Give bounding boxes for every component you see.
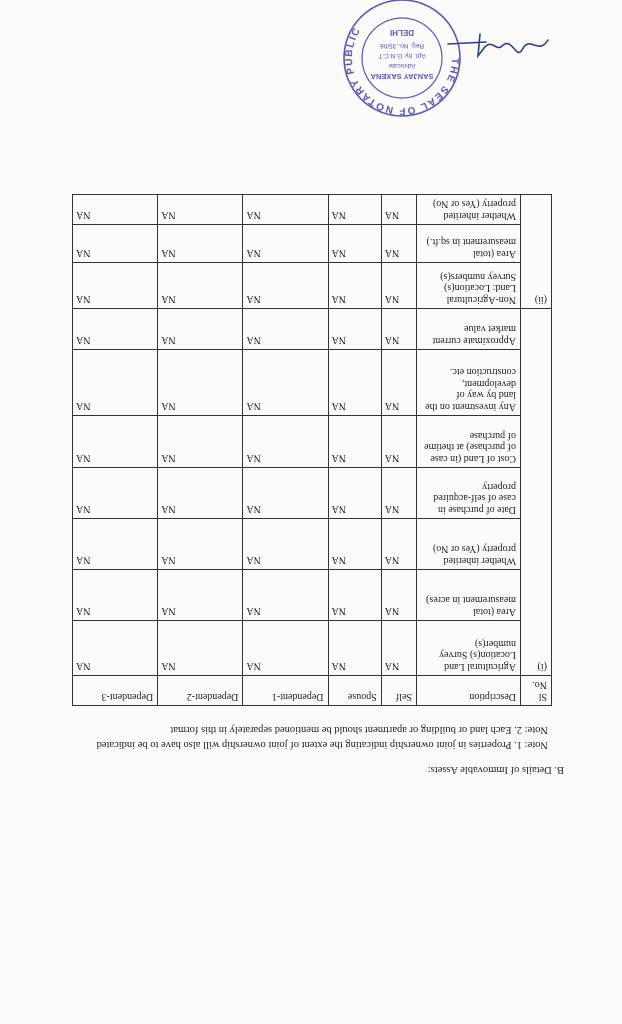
note-2: Note: 2. Each land or building or apartment should be mentioned separately in this format <box>170 724 548 735</box>
description-cell: Approximate current market value <box>417 309 521 350</box>
description-cell: Agricultural Land Location(s) Survey number(s) <box>417 621 521 676</box>
value-cell: NA <box>381 225 416 263</box>
description-cell: Whether inherited property (Yes or No) <box>417 195 521 225</box>
value-cell: NA <box>328 350 381 416</box>
value-cell: NA <box>73 570 158 621</box>
table-row <box>73 309 552 350</box>
value-cell: NA <box>243 225 328 263</box>
seal-name: SANJAY SAXENA <box>370 72 434 81</box>
seal-outer-text: THE SEAL OF NOTARY PUBLIC <box>343 25 461 117</box>
sl-cell: (i) <box>521 309 552 676</box>
value-cell: NA <box>158 350 243 416</box>
table-row <box>73 570 552 621</box>
table-header-row <box>73 676 552 706</box>
value-cell: NA <box>243 468 328 519</box>
value-cell: NA <box>328 416 381 468</box>
value-cell: NA <box>243 195 328 225</box>
value-cell: NA <box>381 309 416 350</box>
table-row <box>73 225 552 263</box>
value-cell: NA <box>328 468 381 519</box>
section-heading: B. Details of Immovable Assets: <box>427 764 564 775</box>
table-row <box>73 350 552 416</box>
description-cell: Date of purchase in case of self-acquired property <box>417 468 521 519</box>
note-1: Note: 1. Properties in joint ownership indicating the extent of joint ownership will also have to be indicated <box>96 739 548 750</box>
seal-title: Advocate <box>388 62 416 69</box>
sl-cell: (ii) <box>521 195 552 309</box>
value-cell: NA <box>158 468 243 519</box>
value-cell: NA <box>381 621 416 676</box>
value-cell: NA <box>243 309 328 350</box>
value-cell: NA <box>328 519 381 570</box>
value-cell: NA <box>381 350 416 416</box>
value-cell: NA <box>73 468 158 519</box>
value-cell: NA <box>243 416 328 468</box>
value-cell: NA <box>73 621 158 676</box>
value-cell: NA <box>158 195 243 225</box>
value-cell: NA <box>158 225 243 263</box>
value-cell: NA <box>328 225 381 263</box>
description-cell: Any investment on the land by way of development, construction etc. <box>417 350 521 416</box>
table-row <box>73 621 552 676</box>
value-cell: NA <box>243 519 328 570</box>
table-row <box>73 263 552 309</box>
value-cell: NA <box>73 263 158 309</box>
immovable-assets-table <box>72 194 552 706</box>
col-spouse: Spouse <box>328 676 381 706</box>
value-cell: NA <box>243 570 328 621</box>
col-description: Description <box>417 676 521 706</box>
value-cell: NA <box>243 263 328 309</box>
col-sl-no: Sl No. <box>521 676 552 706</box>
value-cell: NA <box>158 309 243 350</box>
value-cell: NA <box>381 416 416 468</box>
value-cell: NA <box>328 309 381 350</box>
table-row <box>73 519 552 570</box>
value-cell: NA <box>158 263 243 309</box>
signature <box>442 28 552 64</box>
value-cell: NA <box>73 309 158 350</box>
col-self: Self <box>381 676 416 706</box>
seal-appointment: Apt. by. G.N.C.T <box>378 52 426 59</box>
value-cell: NA <box>381 263 416 309</box>
value-cell: NA <box>73 225 158 263</box>
value-cell: NA <box>328 570 381 621</box>
value-cell: NA <box>158 570 243 621</box>
value-cell: NA <box>328 263 381 309</box>
description-cell: Area (total measurement in acres) <box>417 570 521 621</box>
table-row <box>73 468 552 519</box>
value-cell: NA <box>243 350 328 416</box>
description-cell: Whether inherited property (Yes or No) <box>417 519 521 570</box>
description-cell: Cost of Land (in case of purchase) at thetime of purchase <box>417 416 521 468</box>
value-cell: NA <box>73 195 158 225</box>
value-cell: NA <box>381 570 416 621</box>
description-cell: Area (total measurement in sq.ft.) <box>417 225 521 263</box>
col-dependent-3: Dependent-3 <box>73 676 158 706</box>
value-cell: NA <box>73 350 158 416</box>
value-cell: NA <box>158 519 243 570</box>
value-cell: NA <box>158 416 243 468</box>
value-cell: NA <box>328 195 381 225</box>
seal-city: DELHI <box>390 28 414 37</box>
value-cell: NA <box>328 621 381 676</box>
seal-registration: Reg. No.-35/06 <box>379 42 425 49</box>
value-cell: NA <box>73 519 158 570</box>
value-cell: NA <box>381 519 416 570</box>
col-dependent-2: Dependent-2 <box>158 676 243 706</box>
value-cell: NA <box>243 621 328 676</box>
value-cell: NA <box>381 195 416 225</box>
col-dependent-1: Dependent-1 <box>243 676 328 706</box>
value-cell: NA <box>381 468 416 519</box>
value-cell: NA <box>158 621 243 676</box>
description-cell: Non-Agricultural Land: Location(s) Survey numbers(s) <box>417 263 521 309</box>
value-cell: NA <box>73 416 158 468</box>
table-row <box>73 416 552 468</box>
table-row <box>73 195 552 225</box>
